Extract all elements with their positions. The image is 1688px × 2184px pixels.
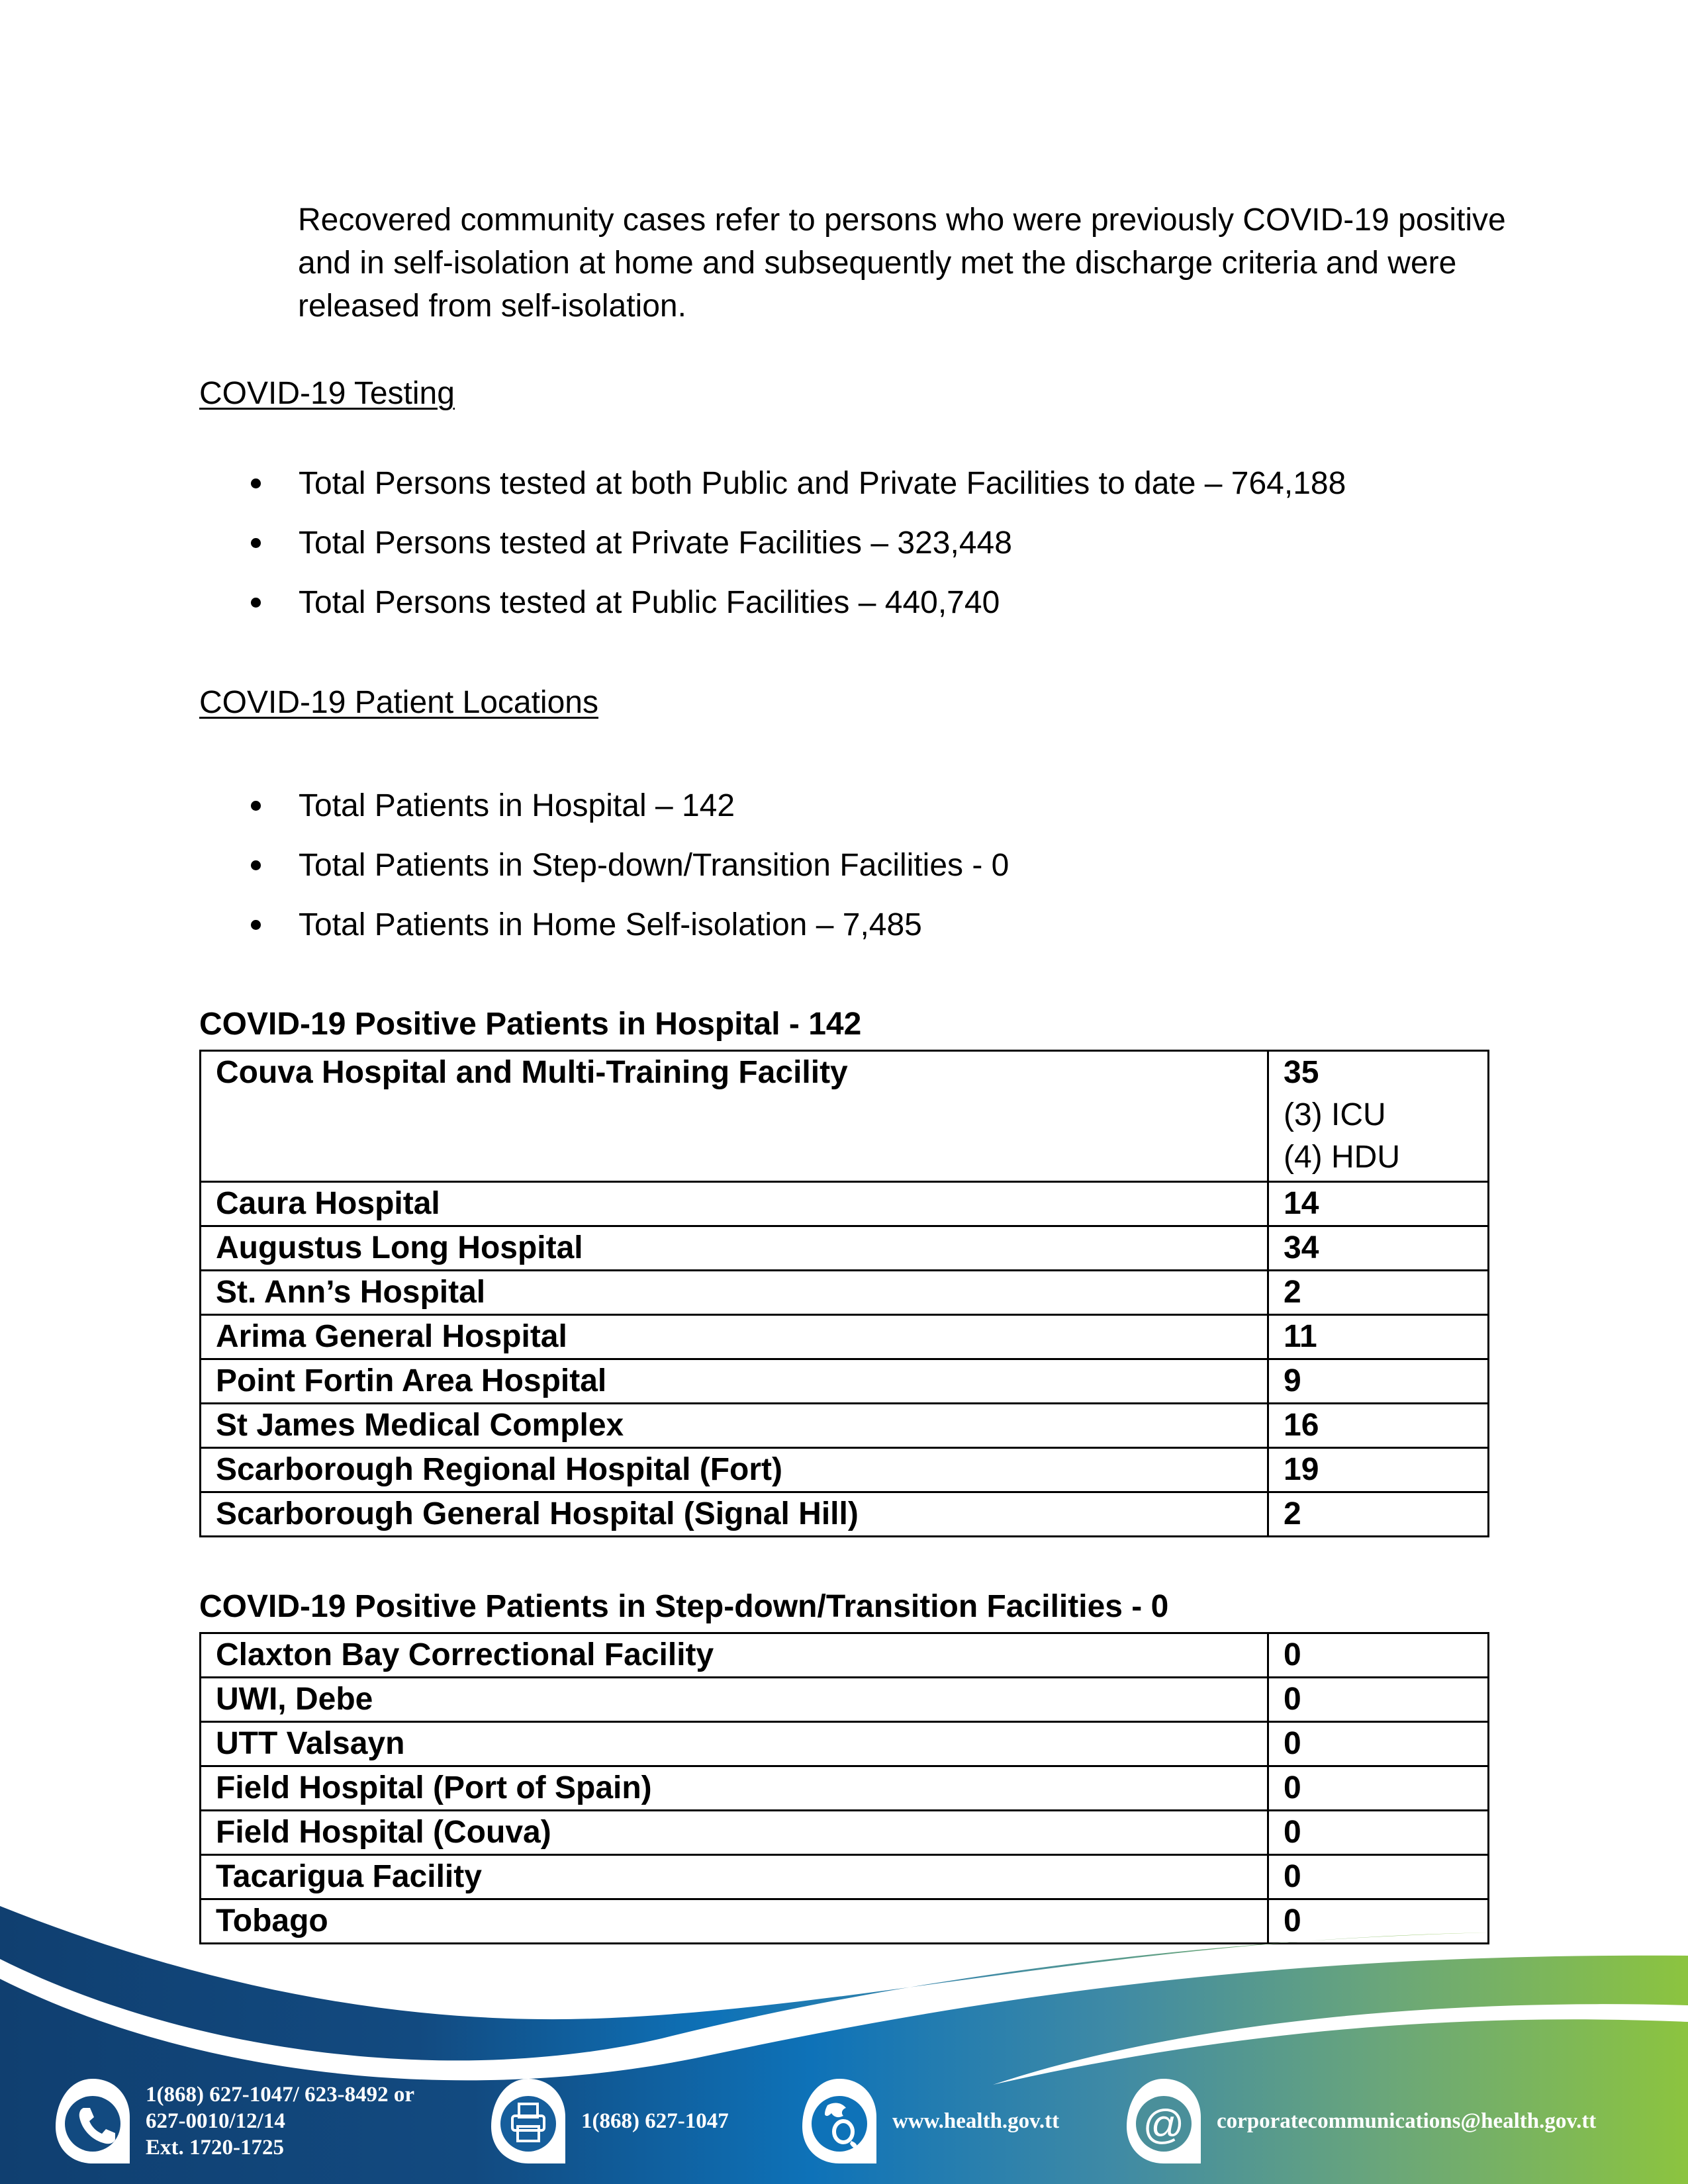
bullet-icon — [251, 478, 261, 488]
bullet-icon — [251, 538, 261, 548]
bullet-icon — [251, 598, 261, 608]
hdu-count: (4) HDU — [1284, 1140, 1400, 1175]
globe-icon — [801, 2077, 878, 2165]
contact-fax — [490, 2058, 729, 2184]
list-item: Total Persons tested at Private Facilities – 323,448 — [199, 525, 1523, 584]
list-item: Total Patients in Home Self-isolation – 7,485 — [199, 907, 1523, 966]
table-row: UWI, Debe 0 — [201, 1678, 1489, 1722]
table-row: UTT Valsayn 0 — [201, 1722, 1489, 1766]
icu-count: (3) ICU — [1284, 1097, 1386, 1132]
phone-extensions: Ext. 1720-1725 — [146, 2136, 284, 2160]
bullet-icon — [251, 860, 261, 870]
at-sign-icon — [1125, 2077, 1202, 2165]
bullet-icon — [251, 920, 261, 930]
list-item: Total Patients in Hospital – 142 — [199, 788, 1523, 847]
fax-number: 1(868) 627-1047 — [581, 2109, 729, 2133]
facility-name: Couva Hospital and Multi-Training Facility — [201, 1051, 1268, 1182]
table-row: Scarborough Regional Hospital (Fort) 19 — [201, 1448, 1489, 1492]
table-row: Tacarigua Facility 0 — [201, 1855, 1489, 1899]
table-row: Field Hospital (Port of Spain) 0 — [201, 1766, 1489, 1811]
table-row — [201, 1051, 1489, 1182]
phone-icon — [54, 2077, 131, 2165]
table-row: Claxton Bay Correctional Facility 0 — [201, 1633, 1489, 1678]
table-row: St James Medical Complex 16 — [201, 1404, 1489, 1448]
table-row: St. Ann’s Hospital 2 — [201, 1271, 1489, 1315]
facility-count: 35 (3) ICU (4) HDU — [1268, 1051, 1489, 1182]
paragraph-line: and in self-isolation at home and subsequently met the discharge criteria and were — [298, 246, 1457, 281]
contact-email — [1125, 2058, 1596, 2184]
svg-text:@: @ — [1143, 2102, 1185, 2148]
table-row: Caura Hospital 14 — [201, 1182, 1489, 1226]
contact-phone: 1(868) 627-1047/ 623-8492 or 627-0010/12/14 Ext. 1720-1725 — [54, 2058, 414, 2184]
paragraph-line: released from self-isolation. — [298, 289, 686, 324]
table-row: Arima General Hospital 11 — [201, 1315, 1489, 1359]
table-row: Augustus Long Hospital 34 — [201, 1226, 1489, 1271]
list-item: Total Patients in Step-down/Transition Facilities - 0 — [199, 847, 1523, 907]
email-link[interactable]: corporatecommunications@health.gov.tt — [1217, 2109, 1597, 2133]
patient-locations-heading: COVID-19 Patient Locations — [199, 685, 598, 720]
table-row: Field Hospital (Couva) 0 — [201, 1811, 1489, 1855]
contact-website — [801, 2058, 1059, 2184]
paragraph-line: Recovered community cases refer to persons who were previously COVID-19 positive — [298, 203, 1506, 238]
hospital-table — [199, 1050, 1489, 1537]
table-row: Scarborough General Hospital (Signal Hill) 2 — [201, 1492, 1489, 1537]
hospital-table-title: COVID-19 Positive Patients in Hospital - 142 — [199, 1007, 862, 1042]
bullet-icon — [251, 801, 261, 811]
website-link[interactable]: www.health.gov.tt — [892, 2109, 1060, 2133]
stepdown-table-title: COVID-19 Positive Patients in Step-down/Transition Facilities - 0 — [199, 1589, 1169, 1624]
recovered-cases-paragraph — [298, 199, 1589, 328]
list-item: Total Persons tested at both Public and Private Facilities to date – 764,188 — [199, 465, 1523, 525]
table-row: Point Fortin Area Hospital 9 — [201, 1359, 1489, 1404]
locations-list — [199, 788, 1523, 966]
phone-numbers: 1(868) 627-1047/ 623-8492 or — [146, 2083, 415, 2107]
list-item: Total Persons tested at Public Facilities – 440,740 — [199, 584, 1523, 644]
table-row: Tobago 0 — [201, 1899, 1489, 1944]
printer-icon — [490, 2077, 567, 2165]
testing-list — [199, 465, 1523, 644]
testing-heading: COVID-19 Testing — [199, 376, 455, 411]
